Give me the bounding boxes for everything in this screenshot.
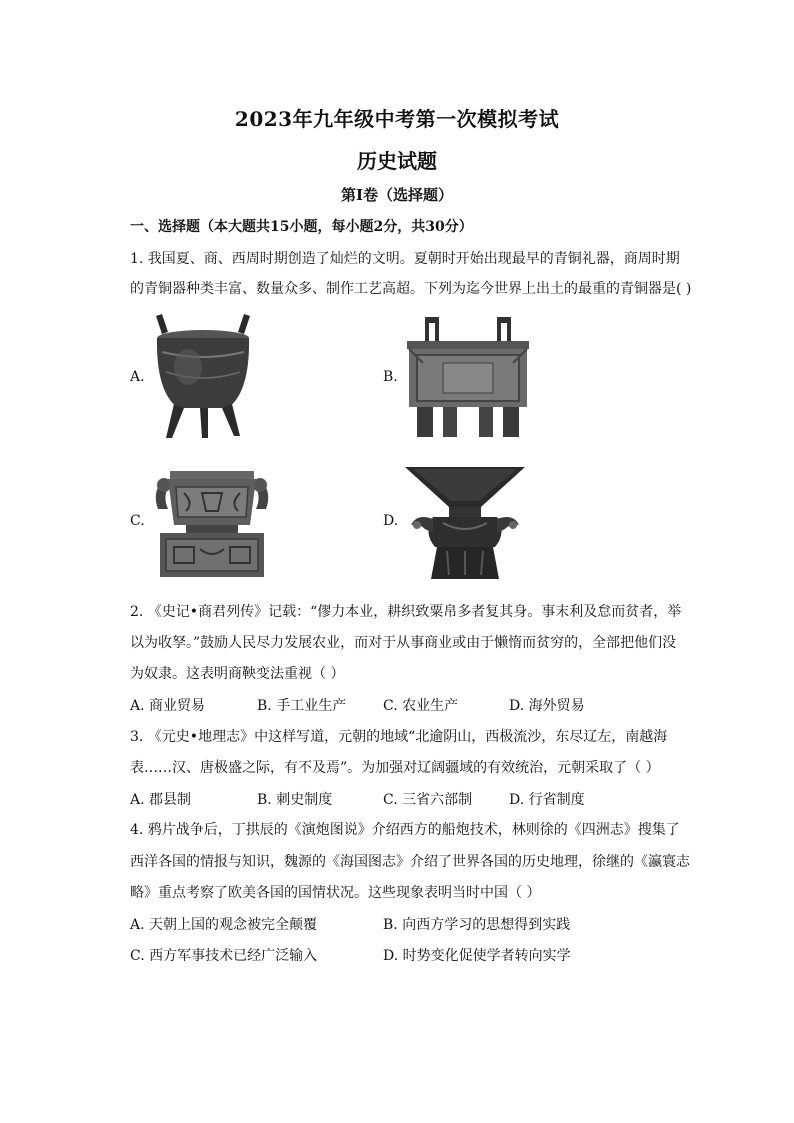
q1-stem-line1: 1. 我国夏、商、西周时期创造了灿烂的文明。夏朝时开始出现最早的青铜礼器，商周时期 bbox=[130, 251, 680, 267]
q1-option-a-label: A. bbox=[130, 369, 145, 385]
q2-option-b: B. 手工业生产 bbox=[257, 698, 347, 714]
q2-stem-line3: 为奴隶。这表明商鞅变法重视（ ） bbox=[130, 666, 345, 682]
q4-stem-line1: 4. 鸦片战争后，丁拱辰的《演炮图说》介绍西方的船炮技术，林则徐的《四洲志》搜集了 bbox=[130, 822, 680, 838]
q3-option-d: D. 行省制度 bbox=[509, 792, 585, 808]
part-title: 第Ⅰ卷（选择题） bbox=[340, 186, 454, 204]
q2-option-a: A. 商业贸易 bbox=[130, 698, 206, 714]
exam-title: 2023年九年级中考第一次模拟考试 bbox=[234, 107, 560, 131]
q2-stem-line2: 以为收孥。”鼓励人民尽力发展农业，而对于从事商业或由于懒惰而贫穷的，全部把他们没 bbox=[130, 635, 677, 651]
q3-option-b: B. 刺史制度 bbox=[257, 792, 333, 808]
bronze-ding-tripod-image bbox=[148, 312, 258, 440]
q3-option-c: C. 三省六部制 bbox=[383, 792, 473, 808]
bronze-square-ding-image bbox=[403, 313, 533, 441]
q4-option-a: A. 天朝上国的观念被完全颠覆 bbox=[130, 917, 318, 933]
q4-option-d: D. 时势变化促使学者转向实学 bbox=[383, 948, 571, 964]
subject-title: 历史试题 bbox=[357, 149, 437, 173]
q2-stem-line1: 2. 《史记•商君列传》记载：“僇力本业，耕织致粟帛多者复其身。事末利及怠而贫者，举 bbox=[130, 604, 682, 620]
q4-option-b: B. 向西方学习的思想得到实践 bbox=[383, 917, 571, 933]
q1-stem-line2: 的青铜器种类丰富、数量众多、制作工艺高超。下列为迄今世界上出土的最重的青铜器是( ) bbox=[130, 281, 692, 297]
q1-option-b-label: B. bbox=[383, 369, 398, 385]
q2-option-c: C. 农业生产 bbox=[383, 698, 459, 714]
q4-stem-line2: 西洋各国的情报与知识，魏源的《海国图志》介绍了世界各国的历史地理，徐继的《瀛寰志 bbox=[130, 854, 690, 870]
q1-option-c-label: C. bbox=[130, 513, 145, 529]
q3-option-a: A. 郡县制 bbox=[130, 792, 192, 808]
q3-stem-line2: 表……汉、唐极盛之际，有不及焉”。为加强对辽阔疆域的有效统治，元朝采取了（ ） bbox=[130, 760, 660, 776]
q3-stem-line1: 3. 《元史•地理志》中这样写道，元朝的地域“北逾阴山，西极流沙，东尽辽左，南越海 bbox=[130, 729, 668, 745]
bronze-zun-vessel-image bbox=[403, 463, 527, 581]
q4-option-c: C. 西方军事技术已经广泛输入 bbox=[130, 948, 318, 964]
q2-option-d: D. 海外贸易 bbox=[509, 698, 585, 714]
bronze-gui-vessel-image bbox=[150, 463, 274, 579]
section-heading: 一、选择题（本大题共15小题，每小题2分，共30分） bbox=[130, 219, 473, 235]
q4-stem-line3: 略》重点考察了欧美各国的国情状况。这些现象表明当时中国（ ） bbox=[130, 885, 541, 901]
q1-option-d-label: D. bbox=[383, 513, 399, 529]
